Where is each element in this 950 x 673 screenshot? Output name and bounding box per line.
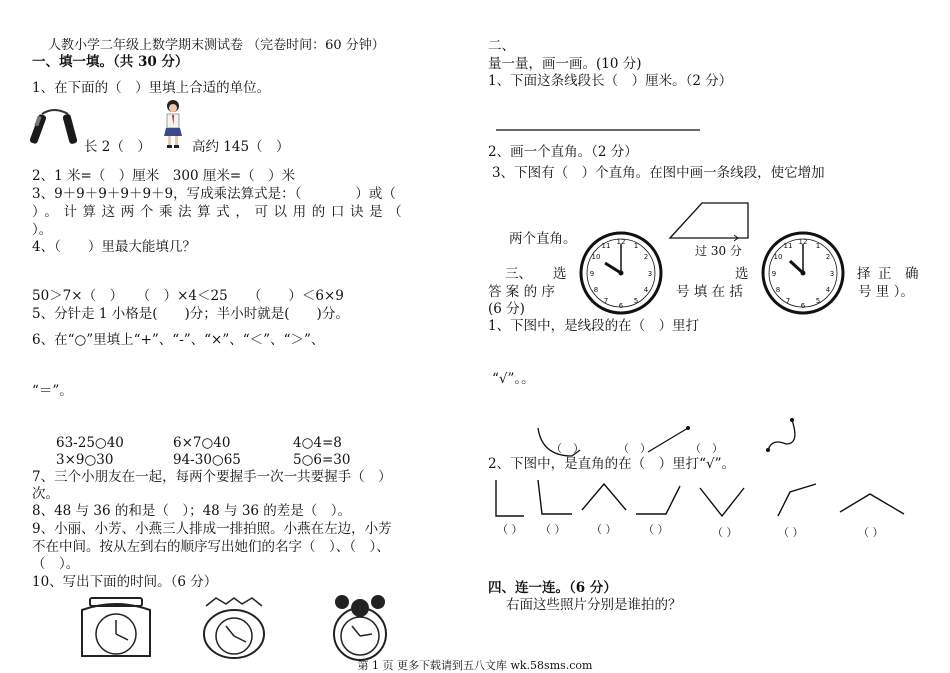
question-1-item-a: 长 2（ ） (84, 139, 151, 155)
question-6-item: 5○6=30 (293, 452, 351, 468)
svg-text:5: 5 (633, 297, 639, 305)
question-10: 10、写出下面的时间。（6 分） (32, 574, 218, 590)
svg-text:12: 12 (798, 238, 808, 246)
svg-text:6: 6 (800, 302, 806, 310)
question-6-item: 3×9○30 (56, 452, 114, 468)
question-2: 2、1 米=（ ）厘米 300 厘米=（ ）米 (32, 168, 296, 184)
question-8: 8、48 与 36 的和是（ ）；48 与 36 的差是（ ）。 (32, 503, 352, 519)
svg-text:4: 4 (825, 286, 831, 294)
answer-bracket: （ ） (618, 442, 651, 455)
jump-rope-icon (32, 108, 78, 148)
svg-text:4: 4 (643, 286, 649, 294)
section-3-heading-part: 正 确 (878, 266, 919, 282)
svg-text:11: 11 (783, 242, 793, 250)
section-4-heading: 四、连一连。（6 分） (488, 580, 617, 596)
svg-text:1: 1 (633, 242, 639, 250)
svg-text:11: 11 (601, 242, 611, 250)
angle-figures (490, 476, 910, 522)
section-3-fragment: 选 (735, 266, 749, 282)
question-6-item: 94-30○65 (173, 452, 241, 468)
question-9-line-3: （ ）。 (32, 556, 80, 572)
svg-text:8: 8 (775, 286, 781, 294)
section-1-heading: 一、填一填。（共 30 分） (32, 54, 189, 70)
measure-question-3-cont: 两个直角。 (509, 231, 577, 247)
alarm-clock-icon (76, 596, 156, 660)
page-title: 人教小学二年级上数学期末测试卷 （完卷时间：60 分钟） (48, 38, 385, 53)
answer-bracket: （ ） (497, 523, 523, 536)
section-3-points: (6 分) (488, 301, 525, 317)
question-3-line-1: 3、9＋9＋9＋9＋9＋9，写成乘法算式是：（ ）或（ (32, 186, 396, 202)
answer-bracket: （ ） (591, 523, 617, 536)
clock-icon (578, 230, 664, 316)
question-4-inequalities: 50＞7×（ ） （ ）×4＜25 （ ）＜6×9 (32, 288, 344, 304)
section-3-heading-part: 答 案 的 序 (488, 284, 555, 300)
question-6-item: 6×7○40 (173, 435, 231, 451)
question-6-item: 63-25○40 (56, 435, 124, 451)
svg-text:6: 6 (618, 302, 624, 310)
svg-text:10: 10 (591, 253, 601, 261)
question-6-line-1: 6、在“○”里填上“+”、“-”、“×”、“＜”、“＞”、 (32, 332, 325, 348)
svg-text:8: 8 (593, 286, 599, 294)
answer-bracket: （ ） (551, 442, 584, 455)
answer-bracket: （ ） (712, 526, 738, 539)
measure-question-3: 3、下图有（ ）个直角。在图中画一条线段，使它增加 (492, 165, 825, 181)
section-3-fragment: 三、 (505, 266, 532, 282)
clock-icon (760, 230, 846, 316)
question-6-line-2: “＝”。 (32, 383, 73, 399)
svg-text:12: 12 (616, 238, 626, 246)
svg-text:2: 2 (825, 253, 831, 261)
choice-question-1: 1、下图中，是线段的在（ ）里打 (488, 318, 700, 334)
svg-text:9: 9 (771, 270, 777, 278)
question-5: 5、分针走 1 小格是( )分；半小时就是( )分。 (32, 306, 349, 322)
section-3-fragment: 选 (553, 266, 567, 282)
measure-line-segment (496, 128, 702, 132)
svg-text:5: 5 (815, 297, 821, 305)
alarm-clock-icon (320, 594, 400, 660)
question-3-line-2: ）。计算这两个乘法算式，可以用的口诀是（ (32, 204, 408, 220)
page-footer: 第 1 页 更多下载请到五八文库 wk.58sms.com (357, 659, 593, 672)
answer-bracket: （ ） (690, 442, 723, 455)
svg-text:7: 7 (785, 297, 791, 305)
question-3-line-3: ）。 (32, 222, 53, 238)
parallelogram-figure-icon (668, 200, 752, 244)
answer-bracket: （ ） (540, 523, 566, 536)
question-4: 4、（ ）里最大能填几？ (32, 239, 196, 255)
question-1-item-b: 高约 145（ ） (192, 139, 290, 155)
question-1: 1、在下面的（ ）里填上合适的单位。 (32, 80, 271, 96)
alarm-clock-icon (196, 596, 272, 660)
answer-bracket: （ ） (858, 526, 884, 539)
svg-text:3: 3 (647, 270, 653, 278)
measure-question-2: 2、画一个直角。（2 分） (488, 144, 638, 160)
svg-text:7: 7 (603, 297, 609, 305)
measure-question-1: 1、下面这条线段长（ ）厘米。（2 分） (488, 73, 733, 89)
question-7-line-1: 7、三个小朋友在一起，每两个要握手一次一共要握手（ ） (32, 469, 392, 485)
section-4-text: 右面这些照片分别是谁拍的？ (506, 597, 682, 613)
question-9-line-1: 9、小丽、小芳、小燕三人排成一排拍照。小燕在左边，小芳 (32, 521, 392, 537)
svg-text:10: 10 (773, 253, 783, 261)
girl-figure-icon (158, 98, 188, 150)
answer-bracket: （ ） (643, 523, 669, 536)
svg-text:2: 2 (643, 253, 649, 261)
choice-question-1-cont: “√”。。 (492, 371, 535, 387)
answer-bracket: （ ） (778, 526, 804, 539)
question-7-line-2: 次。 (32, 486, 59, 502)
question-6-item: 4○4=8 (293, 435, 342, 451)
section-3-fragment: 择 (857, 266, 871, 282)
figure-label: 过 30 分 (695, 244, 742, 258)
section-2-heading: 量一量，画一画。(10 分) (488, 56, 642, 72)
section-3-heading-part: 号 填 在 括 (676, 284, 743, 300)
question-9-line-2: 不在中间。按从左到右的顺序写出她们的名字（ ）、（ ）、 (32, 539, 390, 555)
choice-question-2: 2、下图中，是直角的在（ ）里打“√”。 (488, 456, 735, 472)
svg-text:3: 3 (829, 270, 835, 278)
section-3-heading-part: 号 里 ）。 (858, 284, 914, 300)
svg-text:9: 9 (589, 270, 595, 278)
section-2-number: 二、 (488, 38, 515, 54)
svg-text:1: 1 (815, 242, 821, 250)
